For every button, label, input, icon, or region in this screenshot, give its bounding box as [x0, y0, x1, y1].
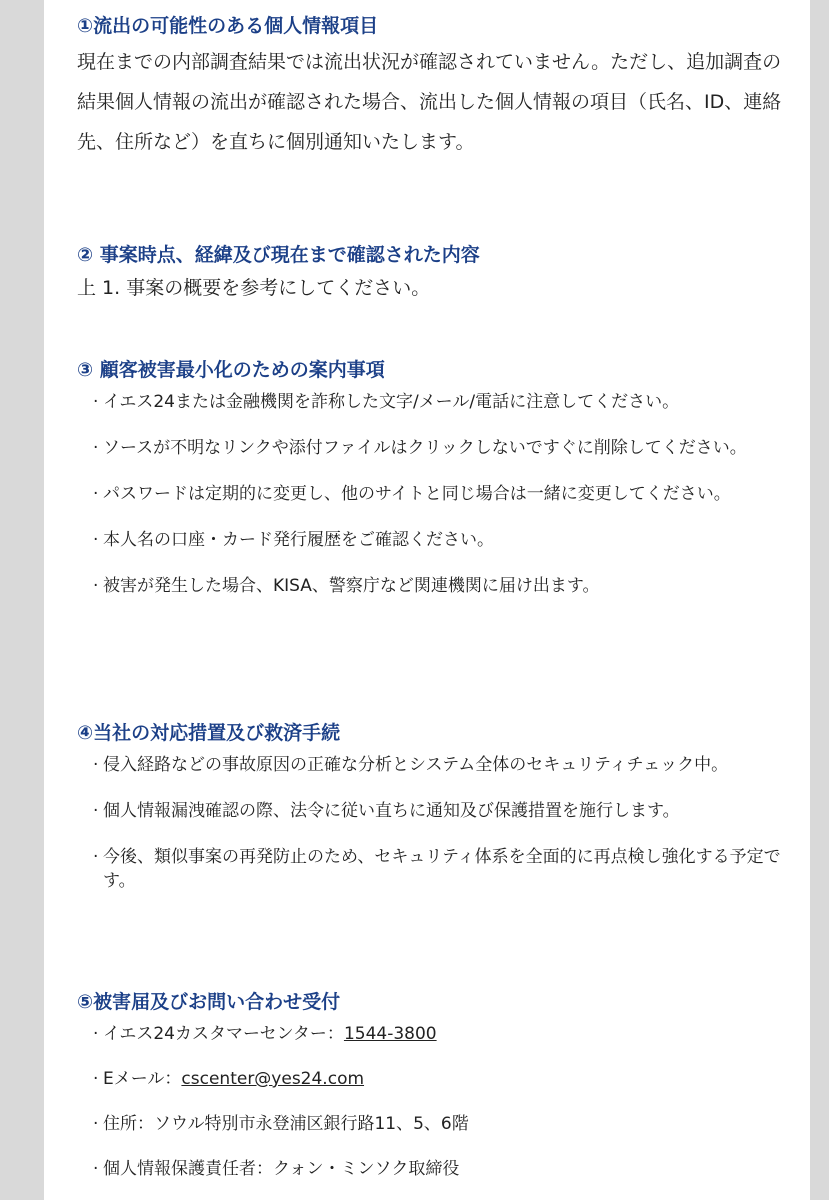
list-item: · 本人名の口座・カード発行履歴をご確認ください。 — [93, 530, 494, 550]
section-company-response — [77, 719, 796, 915]
list-item: · イエス24または金融機関を詐称した文字/メール/電話に注意してください。 — [93, 392, 680, 412]
contact-center-item: · イエス24カスタマーセンター：1544-3800 — [93, 1024, 437, 1044]
section-heading: ④当社の対応措置及び救済手続 — [77, 722, 341, 744]
section-leaked-items — [77, 12, 796, 162]
list-item: · パスワードは定期的に変更し、他のサイトと同じ場合は一緒に変更してください。 — [93, 484, 731, 504]
bullet-icon: · — [93, 530, 99, 550]
list-item: · 被害が発生した場合、KISA、警察庁など関連機関に届け出ます。 — [93, 576, 600, 596]
officer-item: · 個人情報保護責任者：クォン・ミンソク取締役 — [93, 1159, 460, 1179]
bullet-icon: · — [93, 392, 99, 412]
bullet-icon: · — [93, 801, 99, 821]
section-damage-minimization — [77, 356, 796, 620]
list-item: · 個人情報漏洩確認の際、法令に従い直ちに通知及び保護措置を施行します。 — [93, 801, 680, 821]
address-item: · 住所：ソウル特別市永登浦区銀行路11、5、6階 — [93, 1114, 469, 1134]
section-heading: ③ 顧客被害最小化のための案内事項 — [77, 359, 385, 381]
bullet-icon: · — [93, 1024, 99, 1044]
section-incident-timeline — [77, 241, 796, 303]
bullet-icon: · — [93, 1159, 99, 1179]
list-item: · ソースが不明なリンクや添付ファイルはクリックしないですぐに削除してください。 — [93, 438, 747, 458]
section-report-contact — [77, 988, 796, 1200]
email-link[interactable]: cscenter@yes24.com — [181, 1069, 365, 1089]
notice-page — [44, 0, 810, 1200]
bullet-icon: · — [93, 484, 99, 504]
contact-list — [77, 1022, 796, 1181]
bullet-icon: · — [93, 1114, 99, 1134]
guidance-list — [77, 390, 796, 598]
bullet-icon: · — [93, 438, 99, 458]
section-heading: ①流出の可能性のある個人情報項目 — [77, 15, 379, 37]
email-item: · Eメール：cscenter@yes24.com — [93, 1069, 365, 1089]
response-list — [77, 753, 796, 893]
section-heading: ② 事案時点、経緯及び現在まで確認された内容 — [77, 244, 480, 266]
bullet-icon: · — [93, 847, 99, 867]
bullet-icon: · — [93, 1069, 99, 1089]
list-item: · 今後、類似事案の再発防止のため、セキュリティ体系を全面的に再点検し強化する予定です。 — [93, 847, 781, 891]
section-paragraph: 現在までの内部調査結果では流出状況が確認されていません。ただし、追加調査の結果個人情報の流出が確認された場合、流出した個人情報の項目（氏名、ID、連絡先、住所など）を直ちに個別通知いたします。 — [77, 51, 782, 153]
phone-link[interactable]: 1544-3800 — [343, 1024, 437, 1044]
section-paragraph: 上 1. 事案の概要を参考にしてください。 — [77, 277, 431, 299]
bullet-icon: · — [93, 576, 99, 596]
list-item: · 侵入経路などの事故原因の正確な分析とシステム全体のセキュリティチェック中。 — [93, 755, 729, 775]
section-heading: ⑤被害届及びお問い合わせ受付 — [77, 991, 341, 1013]
bullet-icon: · — [93, 755, 99, 775]
